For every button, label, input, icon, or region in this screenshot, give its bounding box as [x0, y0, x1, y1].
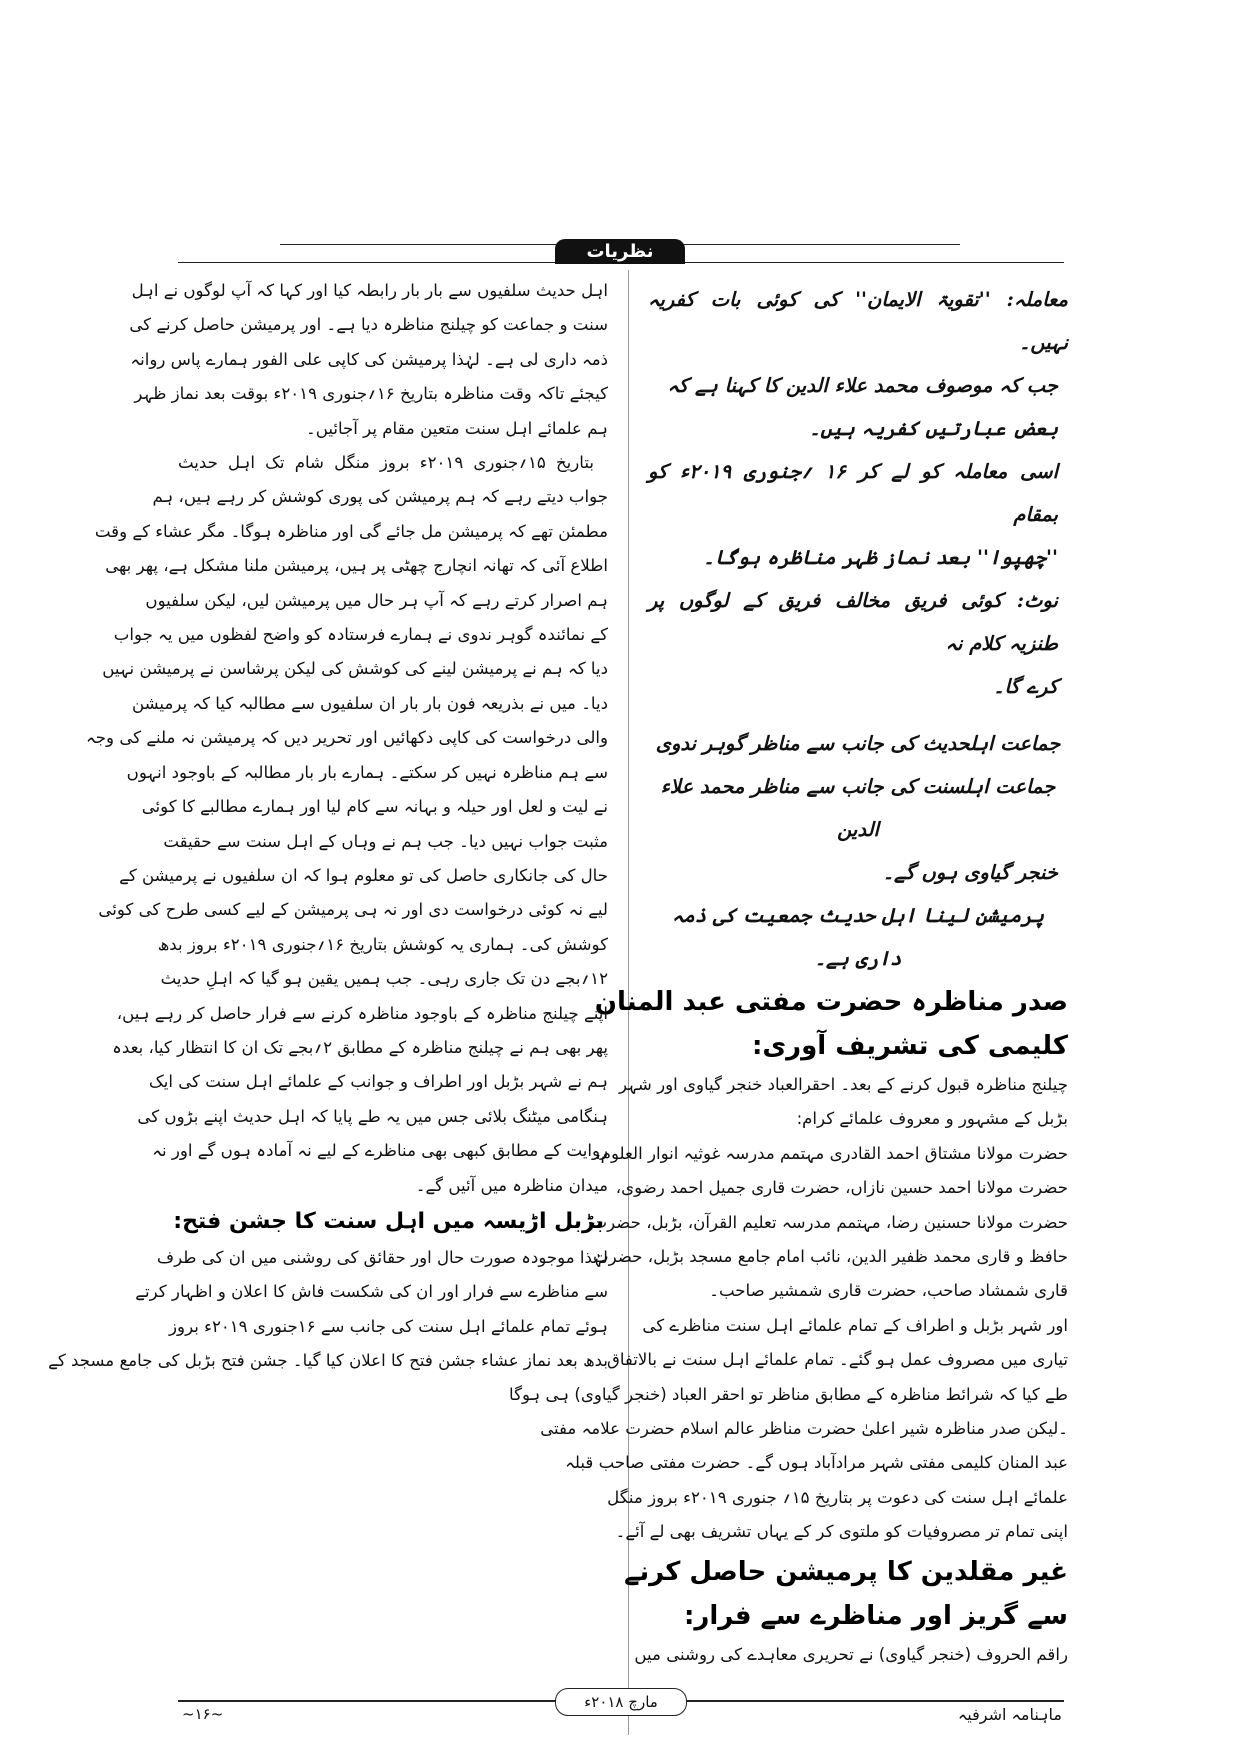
text-line: دیا کہ ہم نے پرمیشن لینے کی کوشش کی لیکن پرشاسن نے پرمیشن نہیں	[102, 659, 608, 679]
paragraph	[634, 1638, 1068, 1672]
text-line: ۔لیکن صدر مناظرہ شیر اعلیٰ حضرت مناظر عالم اسلام حضرت علامہ مفتی	[540, 1419, 1068, 1439]
text-line: قاری شمشاد صاحب، حضرت قاری شمشیر صاحب۔	[709, 1281, 1068, 1301]
text-line: حال کی جانکاری حاصل کی تو معلوم ہوا کہ ان سلفیوں نے پرمیشن کے	[119, 865, 608, 885]
announcement-line: جب کہ موصوف محمد علاء الدین کا کہنا ہے کہ	[667, 374, 1058, 397]
text-line: مطمئن تھے کہ پرمیشن مل جائے گی اور مناظرہ ہوگا۔ مگر عشاء کے وقت	[94, 521, 608, 541]
text-line: ہم علمائے اہل سنت متعین مقام پر آجائیں۔	[305, 418, 608, 438]
paragraph	[509, 1309, 1068, 1550]
announcement-block	[648, 278, 1068, 980]
section-heading-3	[173, 1203, 608, 1241]
announcement-line: نوٹ: کوئی فریق مخالف فریق کے لوگوں پر طنزیہ کلام نہ	[648, 589, 1058, 655]
text-line: روایت کے مطابق کبھی بھی مناظرے کے لیے نہ آمادہ ہوں گے اور نہ	[152, 1141, 608, 1161]
text-line: بدھ بعد نماز عشاء جشن فتح کا اعلان کیا گیا۔ جشن فتح بڑبل کی جامع مسجد کے	[48, 1351, 608, 1371]
text-line: راقم الحروف (خنجر گیاوی) نے تحریری معاہدے کی روشنی میں	[634, 1644, 1068, 1664]
text-line: پھر بھی ہم نے چیلنج مناظرہ کے مطابق ۲؍بجے تک ان کا انتظار کیا، بعدہ	[112, 1037, 608, 1057]
paragraph	[591, 1068, 1068, 1309]
announcement-line: کرے گا۔	[993, 675, 1058, 698]
text-line: ہم نے شہر بڑبل اور اطراف و جوانب کے علمائے اہل سنت کی ایک	[148, 1072, 608, 1092]
text-line: میدان مناظرہ میں آئیں گے۔	[415, 1175, 608, 1195]
magazine-name: ماہنامہ اشرفیہ	[957, 1705, 1062, 1724]
section-title: نظریات	[555, 239, 685, 264]
text-line: کوشش کی۔ ہماری یہ کوشش بتاریخ ۱۶؍جنوری ۲۰۱۹ء بروز بدھ	[157, 934, 608, 954]
announcement-line: جماعت اہلحدیث کی جانب سے مناظر گوہر ندوی	[655, 732, 1061, 755]
announcement-line: جماعت اہلسنت کی جانب سے مناظر محمد علاء الدین	[660, 775, 1056, 841]
text-line: حضرت مولانا حسنین رضا، مہتمم مدرسہ تعلیم القرآن، بڑبل، حضرت	[591, 1212, 1068, 1232]
text-line: عبد المنان کلیمی مفتی شہر مرادآباد ہوں گے۔ حضرت مفتی صاحب قبلہ	[565, 1453, 1068, 1473]
text-line: علمائے اہل سنت کی دعوت پر بتاریخ ۱۵؍ جنوری ۲۰۱۹ء بروز منگل	[607, 1487, 1068, 1507]
text-line: والی درخواست کی کاپی دکھائیں اور تحریر دیں کہ پرمیشن نہ ملنے کی وجہ	[86, 728, 608, 748]
page-number: ~۱۶~	[182, 1705, 224, 1723]
section-heading-1	[594, 980, 1068, 1068]
heading-line: غیر مقلدین کا پرمیشن حاصل کرنے	[624, 1556, 1068, 1587]
text-line: دیا۔ میں نے بذریعہ فون بار بار ان سلفیوں سے مطالبہ کیا کہ پرمیشن	[132, 693, 608, 713]
text-line: مثبت جواب نہیں دیا۔ جب ہم نے وہاں کے اہل سنت سے حقیقت	[163, 831, 608, 851]
text-line: اپنے چیلنج مناظرہ کے باوجود مناظرہ کرنے سے فرار حاصل کر رہے ہیں،	[116, 1003, 608, 1023]
text-line: کے نمائندہ گوہر ندوی نے ہمارے فرستادہ کو واضح لفظوں میں یہ جواب	[113, 625, 608, 645]
paragraph	[86, 446, 608, 1203]
text-line: تیاری میں مصروف عمل ہو گئے۔ تمام علمائے اہل سنت نے بالاتفاق	[606, 1350, 1068, 1370]
text-line: اپنی تمام تر مصروفیات کو ملتوی کر کے یہاں تشریف بھی لے آئے۔	[615, 1522, 1068, 1542]
text-line: نے لیت و لعل اور حیلہ و بہانہ سے کام لیا اور ہمارے مطالبے کا کوئی	[141, 797, 608, 817]
text-line: ہنگامی میٹنگ بلائی جس میں یہ طے پایا کہ اہل حدیث اپنے بڑوں کی	[137, 1106, 608, 1126]
issue-date: مارچ ۲۰۱۸ء	[555, 1688, 687, 1716]
left-column	[48, 274, 608, 1379]
text-line: اہل حدیث سلفیوں سے بار بار رابطہ کیا اور کہا کہ آپ لوگوں نے اہل	[131, 281, 608, 300]
paragraph	[129, 274, 608, 446]
text-line: اور شہر بڑبل و اطراف کے تمام علمائے اہل سنت مناظرے کی	[642, 1315, 1068, 1335]
announcement-line: پرمیشن لینا اہل حدیث جمعیت کی ذمہ داری ہے۔	[671, 904, 1045, 970]
heading-line: کلیمی کی تشریف آوری:	[751, 1031, 1068, 1061]
text-line: لیے نہ کوئی درخواست دی اور نہ ہی پرمیشن کے لیے کسی طرح کی کوئی	[98, 900, 608, 920]
text-line: چیلنج مناظرہ قبول کرنے کے بعد۔ احقرالعباد خنجر گیاوی اور شہر	[619, 1075, 1068, 1094]
announcement-line: معاملہ: ''تقویۃ الایمان'' کی کوئی بات کفریہ نہیں۔	[648, 288, 1068, 354]
text-line: لہٰذا موجودہ صورت حال اور حقائق کی روشنی میں ان کی طرف	[156, 1247, 608, 1267]
text-line: سے مناظرے سے فرار اور ان کی شکست فاش کا اعلان و اظہار کرتے	[135, 1282, 608, 1302]
text-line: جواب دیتے رہے کہ ہم پرمیشن کی پوری کوشش کر رہے ہیں، ہم	[152, 487, 608, 507]
text-line: بتاریخ ۱۵؍جنوری ۲۰۱۹ء بروز منگل شام تک اہل حدیث	[178, 453, 594, 473]
text-line: حافظ و قاری محمد ظفیر الدین، نائب امام جامع مسجد بڑبل، حضرت	[593, 1247, 1068, 1267]
text-line: طے کیا کہ شرائط مناظرہ کے مطابق مناظر تو احقر العباد (خنجر گیاوی) ہی ہوگا	[509, 1384, 1068, 1404]
text-line: ہوئے تمام علمائے اہل سنت کی جانب سے ۱۶جنوری ۲۰۱۹ء بروز	[169, 1316, 608, 1336]
announcement-line: اسی معاملہ کو لے کر ۱۶ ؍جنوری ۲۰۱۹ء کو بمقام	[648, 460, 1058, 526]
text-line: حضرت مولانا مشتاق احمد القادری مہتمم مدرسہ غوثیہ انوار العلوم،	[595, 1143, 1068, 1163]
text-line: ۱۲؍بجے دن تک جاری رہی۔ جب ہمیں یقین ہو گیا کہ اہلِ حدیث	[160, 969, 608, 989]
section-heading-2	[624, 1550, 1068, 1638]
text-line: حضرت مولانا احمد حسین نازاں، حضرت قاری جمیل احمد رضوی،	[615, 1178, 1068, 1198]
text-line: اطلاع آئی کہ تھانہ انچارج چھٹی پر ہیں، پرمیشن ملنا مشکل ہے، پھر بھی	[105, 556, 608, 576]
text-line: کیجئے تاکہ وقت مناظرہ بتاریخ ۱۶؍جنوری ۲۰۱۹ء بوقت بعد نماز ظہر	[134, 384, 608, 404]
text-line: ہم اصرار کرتے رہے کہ آپ ہر حال میں پرمیشن لیں، لیکن سلفیوں	[145, 590, 608, 610]
text-line: ذمہ داری لی ہے۔ لہٰذا پرمیشن کی کاپی علی الفور ہمارے پاس روانہ	[130, 349, 608, 369]
heading-line: سے گریز اور مناظرے سے فرار:	[684, 1600, 1068, 1631]
announcement-line: بعض عبارتیں کفریہ ہیں۔	[809, 417, 1058, 440]
heading-line: بڑبل اڑیسہ میں اہل سنت کا جشن فتح:	[173, 1208, 604, 1234]
text-line: سے ہم مناظرہ نہیں کر سکتے۔ ہمارے بار بار مطالبہ کے باوجود انہوں	[126, 762, 608, 782]
paragraph	[48, 1241, 608, 1379]
text-line: سنت و جماعت کو چیلنج مناظرہ دیا ہے۔ اور پرمیشن حاصل کرنے کی	[129, 315, 608, 335]
heading-line: صدر مناظرہ حضرت مفتی عبد المنان	[594, 987, 1068, 1017]
announcement-line: خنجر گیاوی ہوں گے۔	[882, 861, 1058, 884]
announcement-line: ''چھپوا'' بعد نماز ظہر مناظرہ ہوگا۔	[703, 546, 1058, 569]
text-line: بڑبل کے مشہور و معروف علمائے کرام:	[796, 1109, 1068, 1129]
